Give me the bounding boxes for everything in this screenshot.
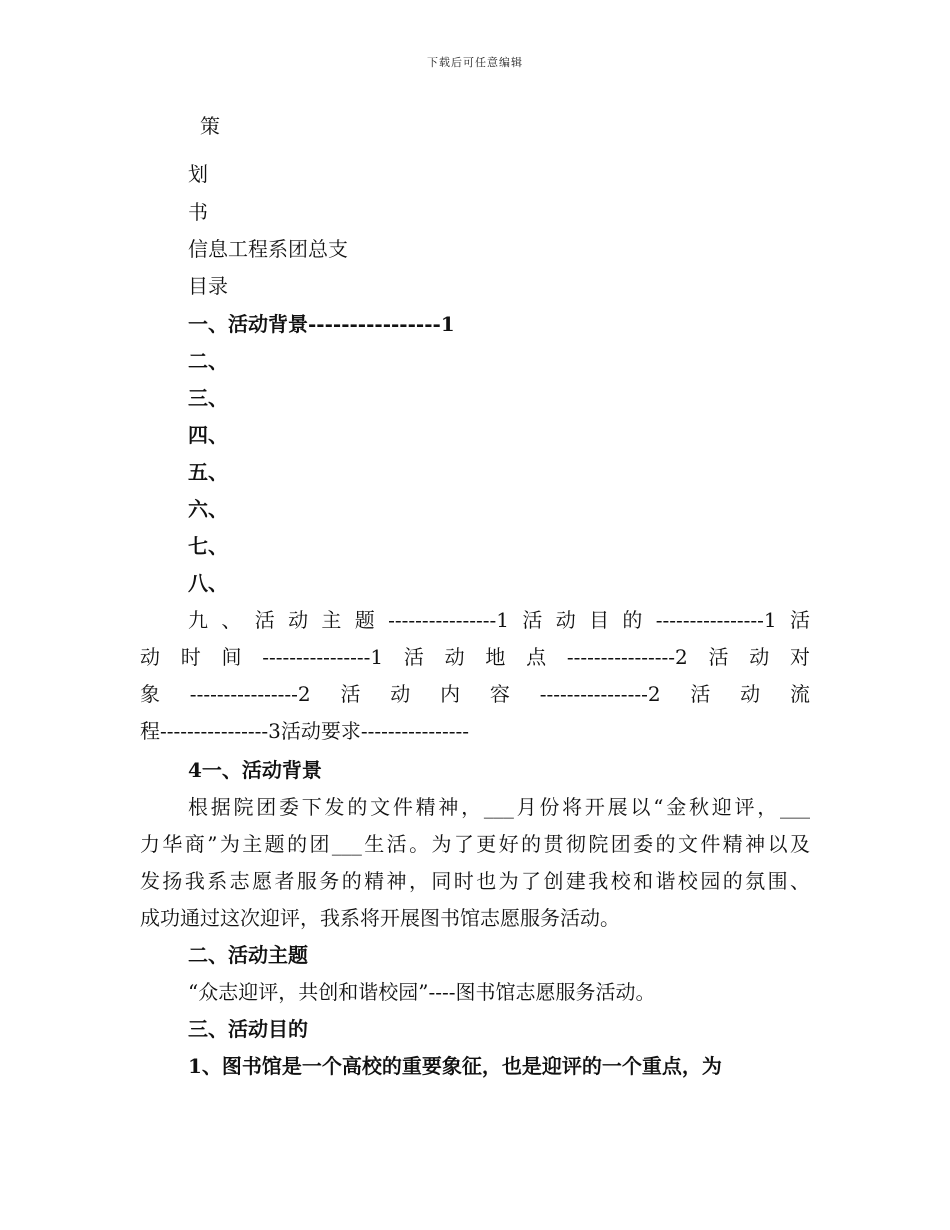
section-3-heading: 三、活动目的: [188, 1017, 308, 1041]
toc-run-line-3: 象----------------2活动内容----------------2活动流: [140, 682, 810, 706]
toc-item-5: 五、: [188, 460, 228, 484]
section-2-heading: 二、活动主题: [188, 943, 308, 967]
section-1-paragraph-line-4: 成功通过这次迎评，我系将开展图书馆志愿服务活动。: [140, 906, 620, 930]
toc-run-line-1: 九、活动主题----------------1活动目的----------------1活: [188, 608, 810, 632]
cover-title-char-1: 策: [200, 114, 220, 138]
cover-title-char-3: 书: [188, 200, 208, 224]
toc-heading: 目录: [188, 274, 228, 298]
section-2-text: “众志迎评，共创和谐校园”----图书馆志愿服务活动。: [188, 980, 656, 1004]
section-1-heading: 4一、活动背景: [188, 758, 322, 782]
section-3-item-1: 1、图书馆是一个高校的重要象征，也是迎评的一个重点，为: [188, 1054, 722, 1078]
toc-item-3: 三、: [188, 386, 228, 410]
section-1-paragraph-line-1: 根据院团委下发的文件精神，___月份将开展以“金秋迎评，___: [188, 795, 810, 819]
toc-item-8: 八、: [188, 571, 228, 595]
page-header-note: 下载后可任意编辑: [427, 56, 523, 69]
section-1-paragraph-line-3: 发扬我系志愿者服务的精神，同时也为了创建我校和谐校园的氛围、: [140, 869, 810, 893]
toc-item-6: 六、: [188, 497, 228, 521]
cover-title-char-2: 划: [188, 162, 208, 186]
toc-item-2: 二、: [188, 349, 228, 373]
cover-organization: 信息工程系团总支: [188, 237, 348, 261]
toc-item-1: 一、活动背景----------------1: [188, 312, 455, 336]
toc-run-line-4: 程----------------3活动要求----------------: [140, 719, 469, 743]
toc-item-4: 四、: [188, 423, 228, 447]
section-1-paragraph-line-2: 力华商”为主题的团___生活。为了更好的贯彻院团委的文件精神以及: [140, 832, 810, 856]
toc-item-7: 七、: [188, 534, 228, 558]
toc-run-line-2: 动时间----------------1活动地点----------------2活动对: [140, 645, 810, 669]
